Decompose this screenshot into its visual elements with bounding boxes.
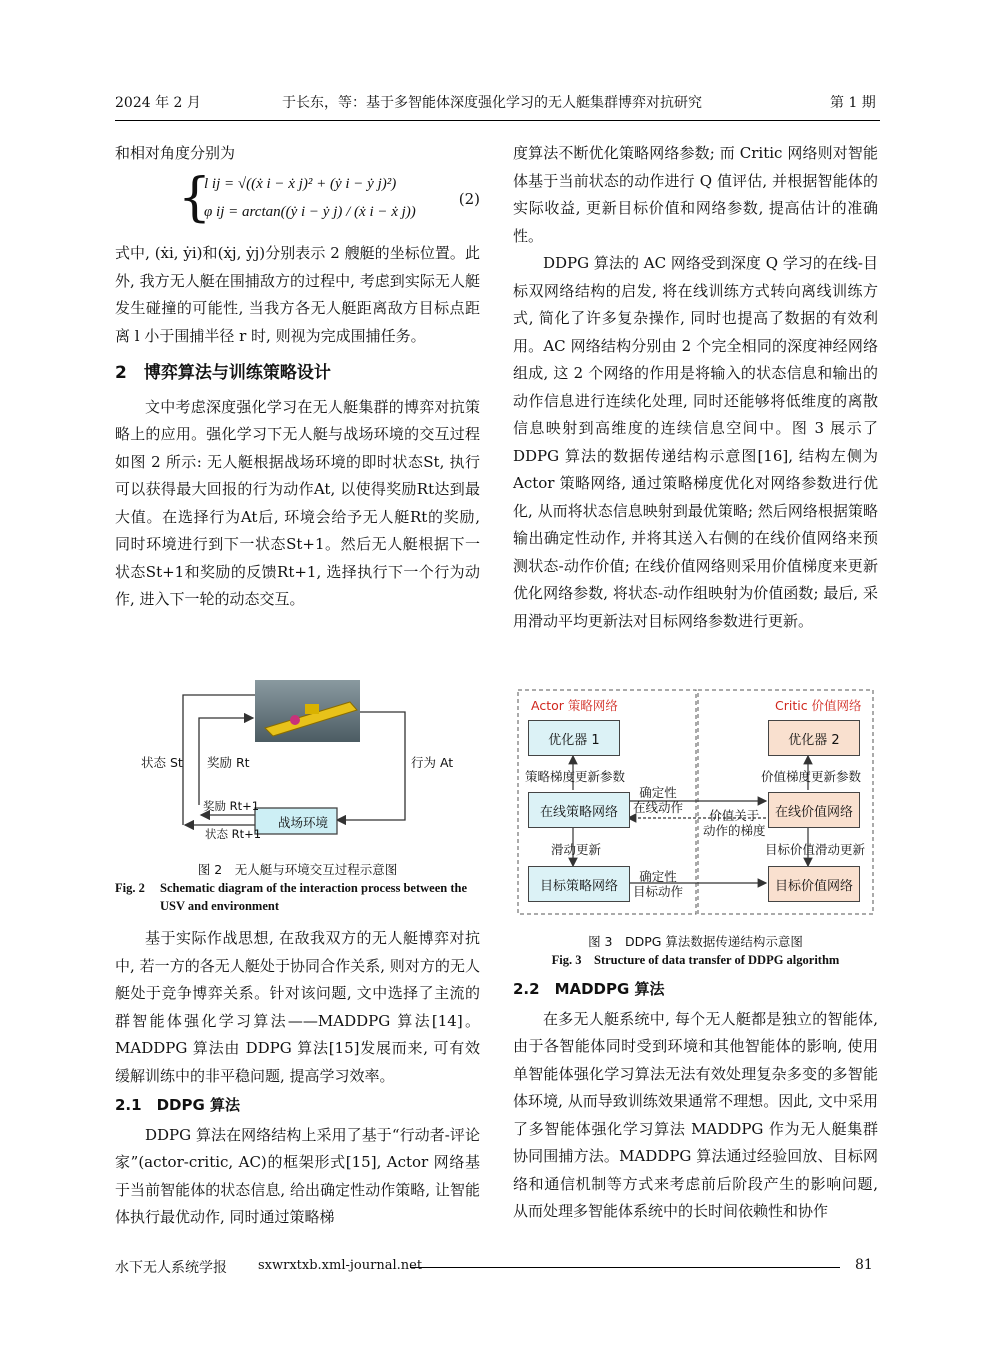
left-column-body [115,240,480,614]
label-vg-update: 价值梯度更新参数 [761,769,862,784]
intro-text: 和相对角度分别为 [115,144,236,162]
paragraph-ac-network: DDPG 算法的 AC 网络受到深度 Q 学习的在线-目标双网络结构的启发, 将在线训练方式转向离线训练方式, 简化了许多复杂操作, 同时也提高了数据的有效利用。AC 网络结构分别由 2 个完全相同的深度神经网络组成, 这 2 个网络的作用是将输入的状态信息和输出的动作信息进行连续化处理, 同时还能够将低维度的离散信息映射到高维度的连续信息空间中。图 3 展示了 DDPG 算法的数据传递结构示意图[16], 结构左侧为 Actor 策略网络, 通过策略梯度优化对网络参数进行优化, 从而将状态信息映射到最优策略; 然后网络根据策略输出确定性动作, 并将其送入右侧的在线价值网络来预测状态-动作价值; 在线价值网络则采用价值梯度来更新优化网络参数, 将状态-动作组映射为价值函数; 最后, 采用滑动平均更新法对目标网络参数进行更新。 [513,254,878,630]
actor-title: Actor 策略网络 [531,698,618,713]
label-det-online: 确定性 在线动作 [633,785,684,815]
label-state: 状态 St [141,755,183,770]
figure-3 [513,688,878,973]
section-2-1-heading: 2.1 DDPG 算法 [115,1096,241,1114]
equation-brace: { [178,168,212,228]
equation-number: (2) [458,190,480,208]
label-det-target: 确定性 目标动作 [633,869,684,899]
label-reward: 奖励 Rt [207,755,250,770]
label-action: 行为 At [411,755,454,770]
online-value-box: 在线价值网络 [768,792,860,828]
left-column-lower [115,925,480,1232]
label-pg-update: 策略梯度更新参数 [525,769,626,784]
section-2-2-heading: 2.2 MADDPG 算法 [513,980,665,998]
right-column-lower [513,976,878,1226]
equation-line-2: φ ij = arctan((ẏ i − ẏ j) / (ẋ i − ẋ j)) [204,204,416,220]
figure-2 [115,680,480,920]
label-soft-update: 滑动更新 [551,842,602,857]
figure-2-caption-en-label: Fig. 2 [115,881,145,895]
target-policy-box: 目标策略网络 [528,866,630,902]
figure-2-caption-en: Schematic diagram of the interaction process between the USV and environment [160,881,468,913]
paragraph-maddpg-intro: 基于实际作战思想, 在敌我双方的无人艇博弈对抗中, 若一方的各无人艇处于协同合作关系, 则对方的无人艇处于竞争博弈关系。针对该问题, 文中选择了主流的群智能体强化学习算法——MADDPG 算法[14]。MADDPG 算法由 DDPG 算法[15]发展而来, 可有效缓解训练中的非平稳问题, 提高学习效率。 [115,929,480,1085]
footer-rule [410,1267,840,1268]
footer-journal: 水下无人系统学报 [115,1260,227,1276]
optimizer-1-box: 优化器 1 [528,720,620,756]
header-rule [115,120,880,121]
paragraph-maddpg: 在多无人艇系统中, 每个无人艇都是独立的智能体, 由于各智能体同时受到环境和其他智能体的影响, 使用单智能体强化学习算法无法有效处理复杂多变的多智能体环境, 从而导致训练效果通常不理想。因此, 文中采用了多智能体强化学习算法 MADDPG 作为无人艇集群协同围捕方法。MADDPG 算法通过经验回放、目标网络和通信机制等方式来考虑前后阶段产生的影响问题, 从而处理多智能体系统中的长时间依赖性和协作 [513,1009,878,1220]
critic-title: Critic 价值网络 [775,698,862,713]
paragraph-interaction: 文中考虑深度强化学习在无人艇集群的博弈对抗策略上的应用。强化学习下无人艇与战场环境的交互过程如图 2 所示: 无人艇根据战场环境的即时状态St, 执行可以获得最大回报的行为动作At, 以使得奖励Rt达到最大值。在选择行为At后, 环境会给予无人艇Rt的奖励, 同时环境进行到下一状态St+1。然后无人艇根据下一状态St+1和奖励的反馈Rt+1, 选择执行下一个行为动作, 进入下一轮的动态交互。 [115,397,480,608]
right-column [513,140,878,635]
boat-marking [290,715,300,725]
header-date: 2024 年 2 月 [115,95,201,111]
online-policy-box: 在线策略网络 [528,792,630,828]
figure-2-caption-cn: 图 2 无人艇与环境交互过程示意图 [197,862,398,877]
header-issue: 第 1 期 [830,95,876,111]
paragraph-critic: 度算法不断优化策略网络参数; 而 Critic 网络则对智能体基于当前状态的动作进行 Q 值评估, 并根据智能体的实际收益, 更新目标价值和网络参数, 提高估计的准确性。 [513,144,878,245]
header-title: 于长东，等：基于多智能体深度强化学习的无人艇集群博弈对抗研究 [282,95,702,111]
target-value-box: 目标价值网络 [768,866,860,902]
label-env: 战场环境 [278,815,329,830]
section-2-heading: 2 博弈算法与训练策略设计 [115,363,331,383]
paragraph-coordinates: 式中, (ẋi, ẏi)和(ẋj, ẏj)分别表示 2 艘艇的坐标位置。此外, 我方无人艇在围捕敌方的过程中, 考虑到实际无人艇发生碰撞的可能性, 当我方各无人艇距离敌方目标点距离 l 小于围捕半径 r 时, 则视为完成围捕任务。 [115,244,480,345]
label-state-next: 状态 Rt+1 [205,827,262,841]
label-grad-wrt: 价值关于 动作的梯度 [703,808,766,838]
equation-line-1: l ij = √((ẋ i − ẋ j)² + (ẏ i − ẏ j)²) [204,176,397,192]
figure-3-caption-cn: 图 3 DDPG 算法数据传递结构示意图 [588,934,803,949]
equation-2 [178,168,480,232]
label-reward-next: 奖励 Rt+1 [203,799,260,813]
paragraph-ddpg: DDPG 算法在网络结构上采用了基于“行动者-评论家”(actor-critic, AC)的框架形式[15], Actor 网络基于当前智能体的状态信息, 给出确定性动作策略, 让智能体执行最优动作, 同时通过策略梯 [115,1125,480,1226]
left-column [115,140,480,168]
footer-page-number: 81 [855,1257,873,1273]
figure-3-caption-en: Fig. 3 Structure of data transfer of DDPG algorithm [551,953,840,967]
footer-url[interactable]: sxwrxtxb.xml-journal.net [258,1258,423,1273]
optimizer-2-box: 优化器 2 [768,720,860,756]
label-target-soft: 目标价值滑动更新 [765,842,866,857]
boat-cabin [305,704,319,714]
